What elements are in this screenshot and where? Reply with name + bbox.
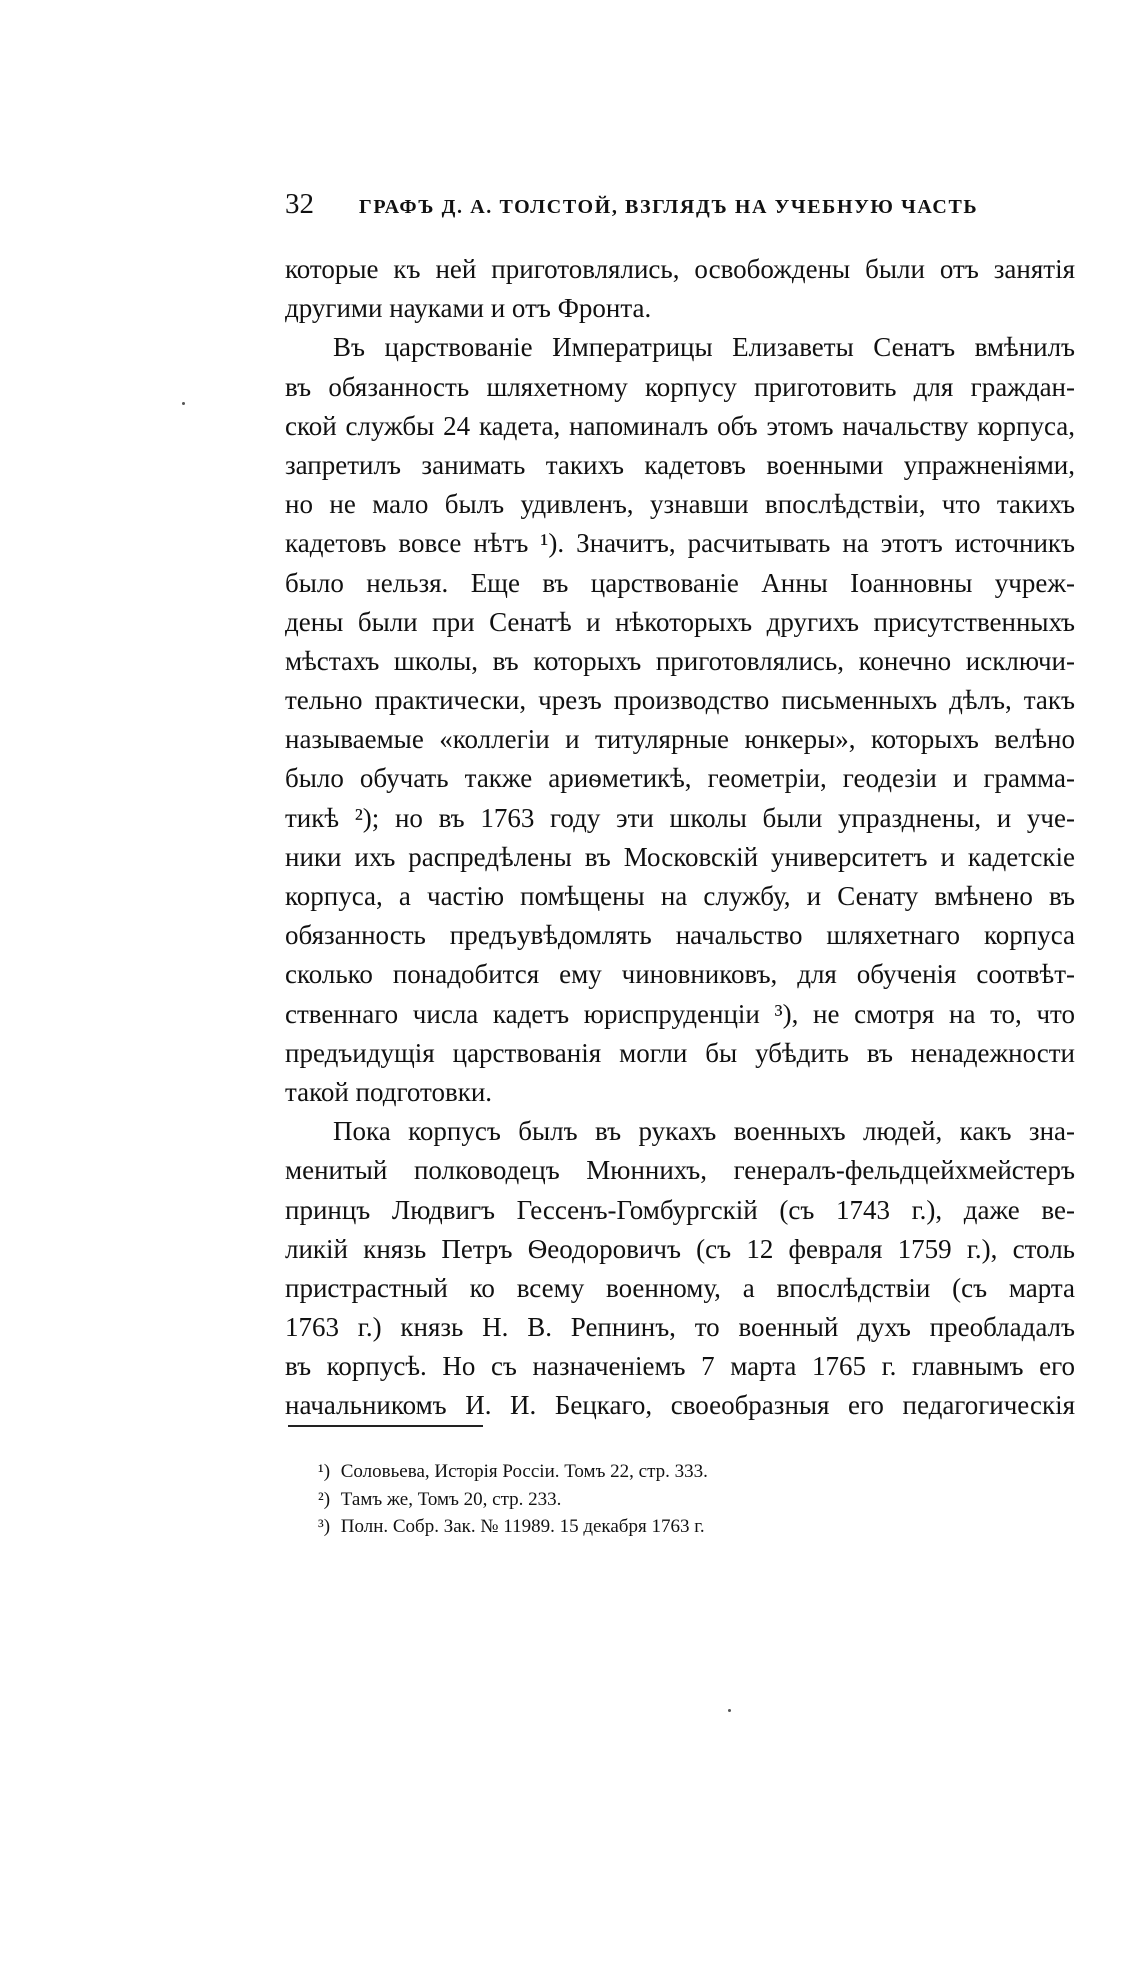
text-line: обязанность предъувѣдомлять начальство шляхетнаго корпуса	[285, 920, 1075, 951]
text-line: тельно практически, чрезъ производство письменныхъ дѣлъ, такъ	[285, 685, 1075, 716]
body-text	[285, 250, 1075, 1426]
text-line: корпуса, а частію помѣщены на службу, и Сенату вмѣнено въ	[285, 881, 1075, 911]
scan-speck	[728, 1709, 731, 1712]
text-line: мѣстахъ школы, въ которыхъ приготовлялись, конечно исключи-	[285, 645, 1075, 676]
text-line: кадетовъ вовсе нѣтъ ¹). Значитъ, расчитывать на этотъ источникъ	[285, 528, 1075, 559]
footnote-marker: ²)	[318, 1488, 331, 1510]
text-line: ликій князь Петръ Ѳеодоровичъ (съ 12 февраля 1759 г.), столь	[285, 1233, 1075, 1264]
footnote-text: Соловьева, Исторія Россіи. Томъ 22, стр. 333.	[340, 1461, 708, 1482]
text-line: пристрастный ко всему военному, а впослѣдствіи (съ марта	[285, 1272, 1075, 1303]
text-line: тикѣ ²); но въ 1763 году эти школы были упразднены, и уче-	[285, 802, 1075, 833]
text-line: въ обязанность шляхетному корпусу приготовить для граждан-	[285, 371, 1075, 402]
footnotes	[318, 1458, 1018, 1541]
text-line: принцъ Людвигъ Гессенъ-Гомбургскій (съ 1743 г.), даже ве-	[285, 1194, 1075, 1225]
text-line: другими науками и отъ Фронта.	[285, 293, 652, 324]
footnote-2	[318, 1486, 1018, 1514]
text-line: было нельзя. Еще въ царствованіе Анны Іоанновны учреж-	[285, 567, 1075, 598]
footnote-marker: ³)	[318, 1516, 331, 1537]
footnote-marker: ¹)	[318, 1461, 331, 1482]
text-line: но не мало былъ удивленъ, узнавши впослѣдствіи, что такихъ	[285, 489, 1075, 520]
text-line: менитый полководецъ Мюннихъ, генералъ-фельдцейхмейстеръ	[285, 1155, 1075, 1186]
text-line: было обучать также ариѳметикѣ, геометріи, геодезіи и грамма-	[285, 763, 1075, 794]
text-line: начальникомъ И. И. Бецкаго, своеобразныя его педагогическія	[285, 1390, 1075, 1421]
footnote-1	[318, 1458, 1018, 1486]
text-line: запретилъ занимать такихъ кадетовъ военными упражненіями,	[285, 449, 1075, 480]
scan-speck	[182, 402, 185, 405]
footnote-text: Полн. Собр. Зак. № 11989. 15 декабря 1763 г.	[340, 1516, 705, 1537]
text-line: ственнаго числа кадетъ юриспруденціи ³), не смотря на то, что	[285, 998, 1075, 1029]
text-line: ники ихъ распредѣлены въ Московскій университетъ и кадетскіе	[285, 841, 1075, 872]
running-title: ГРАФЪ Д. А. ТОЛСТОЙ, ВЗГЛЯДЪ НА УЧЕБНУЮ ЧАСТЬ	[359, 196, 979, 218]
text-line: Въ царствованіе Императрицы Елизаветы Сенатъ вмѣнилъ	[333, 332, 1075, 363]
text-line: сколько понадобится ему чиновниковъ, для обученія соотвѣт-	[285, 959, 1075, 990]
text-line: въ корпусѣ. Но съ назначеніемъ 7 марта 1765 г. главнымъ его	[285, 1351, 1075, 1382]
footnote-text: Тамъ же, Томъ 20, стр. 233.	[340, 1488, 562, 1510]
text-line: Пока корпусъ былъ въ рукахъ военныхъ людей, какъ зна-	[333, 1116, 1075, 1147]
text-line: дены были при Сенатѣ и нѣкоторыхъ другихъ присутственныхъ	[285, 606, 1075, 637]
footnote-divider	[288, 1425, 483, 1427]
text-line: такой подготовки.	[285, 1076, 493, 1107]
footnote-3	[318, 1513, 1018, 1541]
text-line: называемые «коллегіи и титулярные юнкеры», которыхъ велѣно	[285, 724, 1075, 755]
page-number: 32	[285, 188, 314, 220]
text-line: 1763 г.) князь Н. В. Репнинъ, то военный духъ преобладалъ	[285, 1312, 1075, 1343]
text-line: предъидущія царствованія могли бы убѣдить въ ненадежности	[285, 1037, 1075, 1068]
running-head	[285, 188, 1070, 228]
text-line: ской службы 24 кадета, напоминалъ объ этомъ начальству корпуса,	[285, 410, 1075, 441]
text-line: которые къ ней приготовлялись, освобождены были отъ занятія	[285, 254, 1075, 284]
